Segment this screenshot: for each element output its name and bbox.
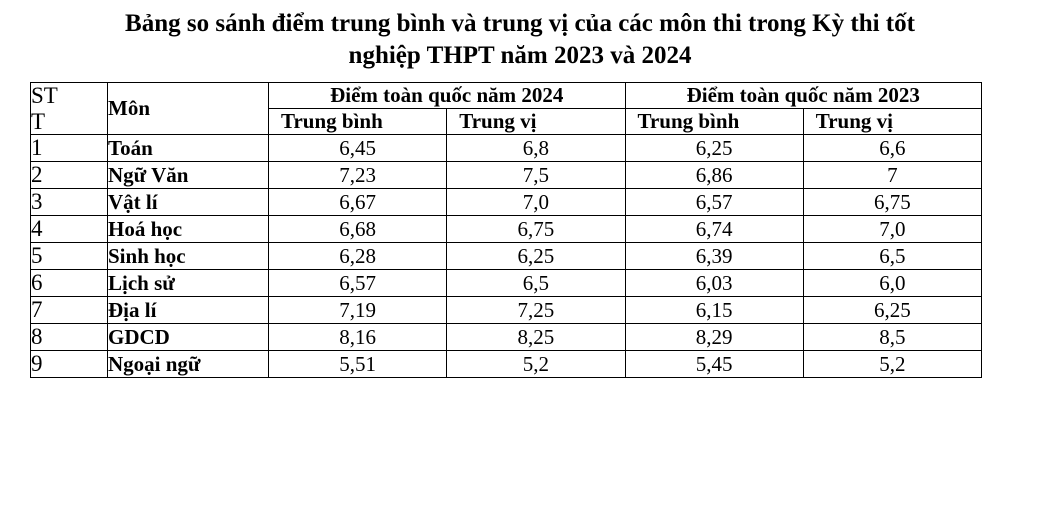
- cell-subject: Ngoại ngữ: [108, 351, 269, 378]
- column-header-stt: [31, 83, 108, 135]
- cell-subject: Địa lí: [108, 297, 269, 324]
- cell-median-2024: 6,8: [447, 135, 625, 162]
- cell-median-2023: 5,2: [803, 351, 981, 378]
- cell-subject: Sinh học: [108, 243, 269, 270]
- table-row: [31, 351, 982, 378]
- page-title: [0, 0, 1040, 72]
- cell-mean-2024: 7,19: [269, 297, 447, 324]
- column-header-median-2024: Trung vị: [447, 109, 625, 135]
- cell-median-2024: 7,5: [447, 162, 625, 189]
- cell-subject: Toán: [108, 135, 269, 162]
- cell-mean-2023: 6,74: [625, 216, 803, 243]
- cell-mean-2024: 6,67: [269, 189, 447, 216]
- cell-median-2024: 5,2: [447, 351, 625, 378]
- cell-stt: 8: [31, 324, 108, 351]
- table-body: [31, 135, 982, 378]
- cell-mean-2023: 6,39: [625, 243, 803, 270]
- cell-median-2023: 8,5: [803, 324, 981, 351]
- cell-stt: 1: [31, 135, 108, 162]
- cell-mean-2024: 6,57: [269, 270, 447, 297]
- table-row: [31, 297, 982, 324]
- table-container: [0, 72, 1040, 378]
- column-group-header-2024: Điểm toàn quốc năm 2024: [269, 83, 626, 109]
- cell-stt: 2: [31, 162, 108, 189]
- cell-median-2023: 6,6: [803, 135, 981, 162]
- cell-mean-2024: 6,68: [269, 216, 447, 243]
- column-header-stt-line2: T: [31, 108, 46, 134]
- cell-median-2024: 6,25: [447, 243, 625, 270]
- cell-mean-2023: 8,29: [625, 324, 803, 351]
- table-row: [31, 270, 982, 297]
- cell-subject: Vật lí: [108, 189, 269, 216]
- score-comparison-table: [30, 82, 982, 378]
- cell-mean-2024: 7,23: [269, 162, 447, 189]
- column-header-subject: Môn: [108, 83, 269, 135]
- column-header-median-2023: Trung vị: [803, 109, 981, 135]
- table-header: [31, 83, 982, 135]
- cell-mean-2023: 6,25: [625, 135, 803, 162]
- cell-median-2023: 6,0: [803, 270, 981, 297]
- table-row: [31, 243, 982, 270]
- cell-subject: Lịch sử: [108, 270, 269, 297]
- cell-median-2023: 6,75: [803, 189, 981, 216]
- cell-median-2023: 6,25: [803, 297, 981, 324]
- cell-mean-2024: 6,28: [269, 243, 447, 270]
- cell-mean-2023: 6,86: [625, 162, 803, 189]
- cell-median-2024: 6,75: [447, 216, 625, 243]
- cell-median-2024: 7,25: [447, 297, 625, 324]
- cell-median-2024: 8,25: [447, 324, 625, 351]
- cell-mean-2023: 6,03: [625, 270, 803, 297]
- cell-median-2024: 7,0: [447, 189, 625, 216]
- cell-median-2023: 7,0: [803, 216, 981, 243]
- table-row: [31, 162, 982, 189]
- cell-subject: Ngữ Văn: [108, 162, 269, 189]
- cell-mean-2024: 6,45: [269, 135, 447, 162]
- cell-subject: GDCD: [108, 324, 269, 351]
- cell-mean-2024: 5,51: [269, 351, 447, 378]
- table-row: [31, 135, 982, 162]
- cell-stt: 5: [31, 243, 108, 270]
- cell-stt: 4: [31, 216, 108, 243]
- cell-stt: 6: [31, 270, 108, 297]
- cell-median-2024: 6,5: [447, 270, 625, 297]
- cell-subject: Hoá học: [108, 216, 269, 243]
- table-row: [31, 216, 982, 243]
- cell-stt: 7: [31, 297, 108, 324]
- cell-mean-2024: 8,16: [269, 324, 447, 351]
- table-row: [31, 189, 982, 216]
- cell-median-2023: 7: [803, 162, 981, 189]
- cell-stt: 9: [31, 351, 108, 378]
- cell-mean-2023: 6,15: [625, 297, 803, 324]
- table-header-row-top: [31, 83, 982, 109]
- page-title-line-2: nghiệp THPT năm 2023 và 2024: [348, 42, 692, 69]
- cell-mean-2023: 6,57: [625, 189, 803, 216]
- column-header-mean-2024: Trung bình: [269, 109, 447, 135]
- column-header-stt-line1: ST: [31, 83, 58, 109]
- cell-median-2023: 6,5: [803, 243, 981, 270]
- cell-mean-2023: 5,45: [625, 351, 803, 378]
- table-row: [31, 324, 982, 351]
- cell-stt: 3: [31, 189, 108, 216]
- column-header-mean-2023: Trung bình: [625, 109, 803, 135]
- column-group-header-2023: Điểm toàn quốc năm 2023: [625, 83, 982, 109]
- page-title-line-1: Bảng so sánh điểm trung bình và trung vị của các môn thi trong Kỳ thi tốt: [125, 10, 915, 37]
